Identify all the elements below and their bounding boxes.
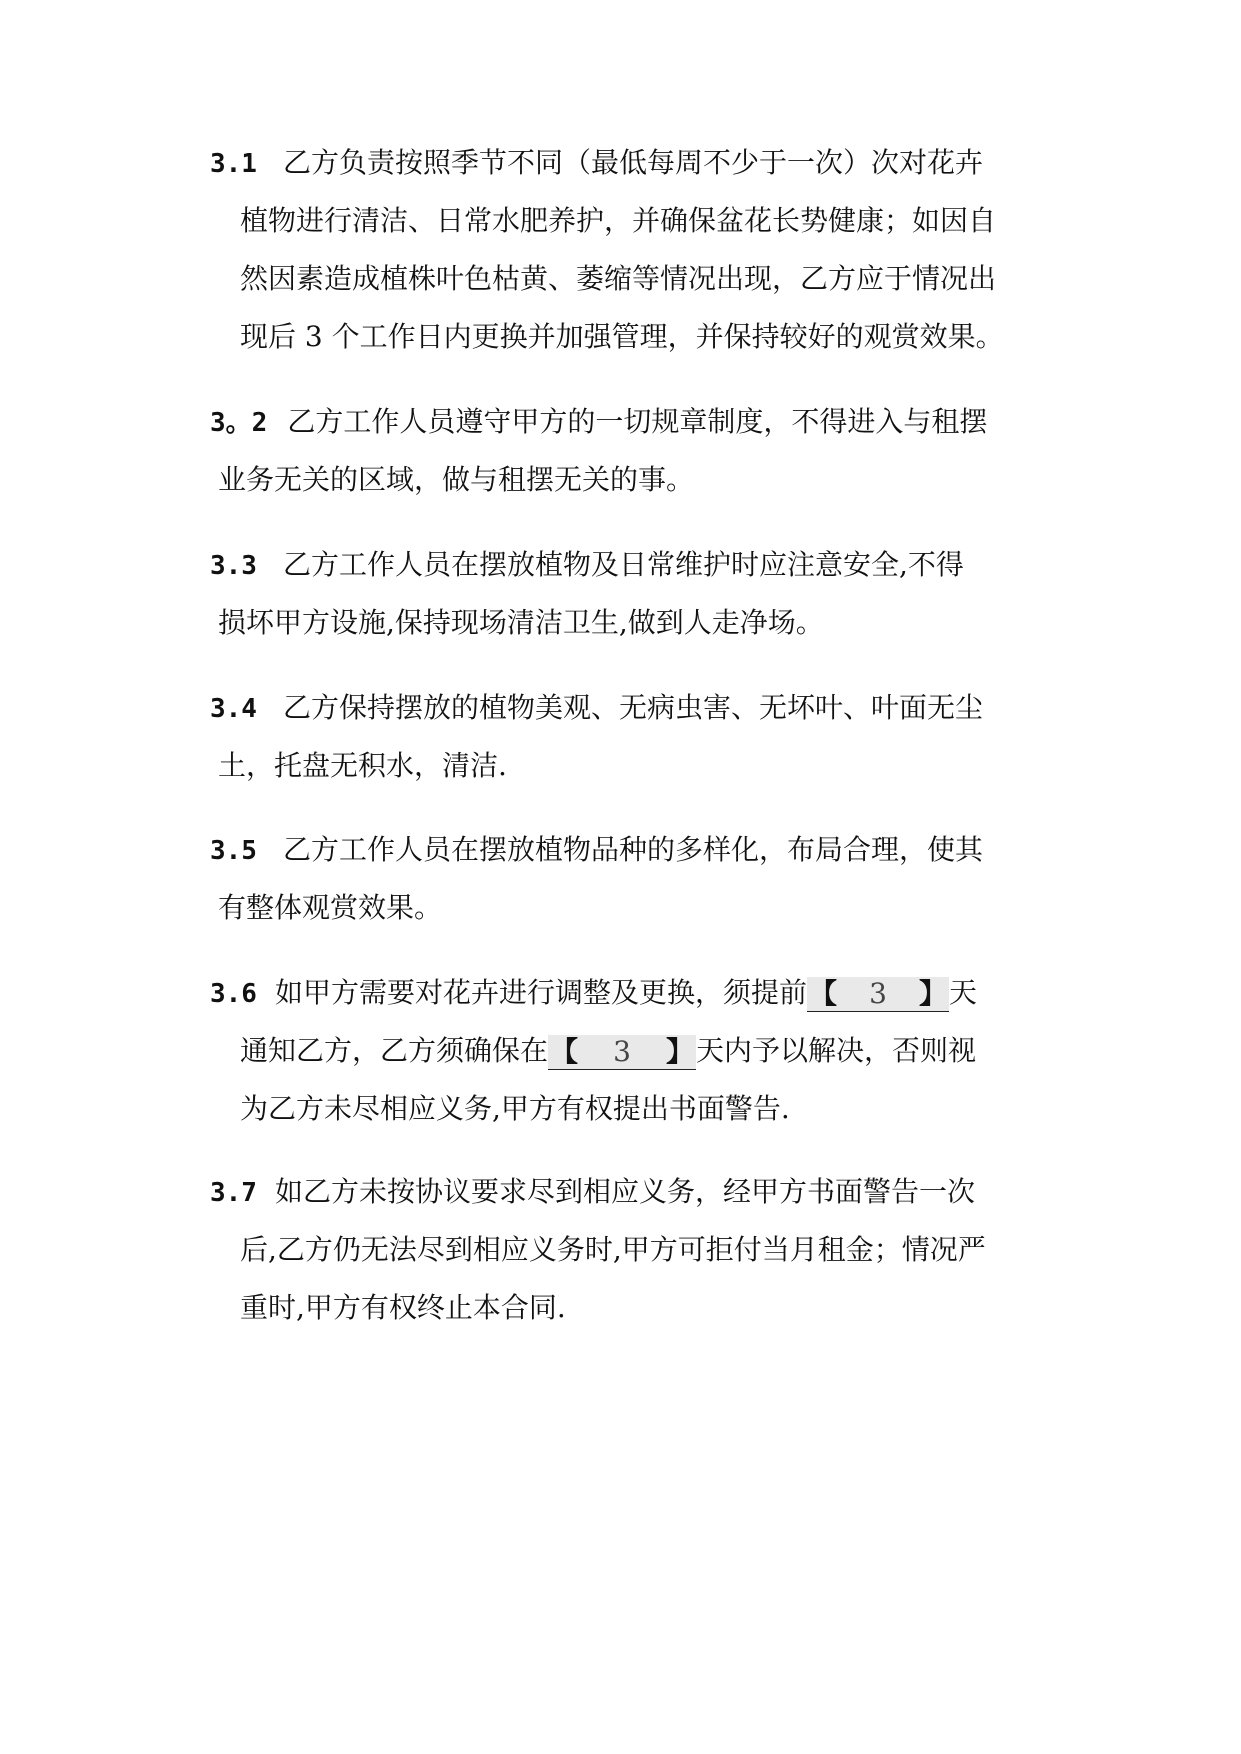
- clause-line: 有整体观赏效果。: [218, 891, 443, 924]
- clause-line: 业务无关的区域，做与租摆无关的事。: [218, 463, 695, 496]
- clause-line: 损坏甲方设施,保持现场清洁卫生,做到人走净场。: [218, 606, 824, 639]
- clause-line: 通知乙方，乙方须确保在【 3 】天内予以解决，否则视: [240, 1034, 977, 1068]
- clause-line: 重时,甲方有权终止本合同.: [240, 1291, 566, 1324]
- clause-line: 现后 3 个工作日内更换并加强管理，并保持较好的观赏效果。: [240, 320, 1004, 353]
- days-resolve-field[interactable]: 【 3 】: [550, 1035, 695, 1068]
- clause-line: 为乙方未尽相应义务,甲方有权提出书面警告.: [240, 1092, 790, 1125]
- clause-line: 3.3 乙方工作人员在摆放植物及日常维护时应注意安全,不得: [210, 545, 964, 585]
- clause-line: 3。2 乙方工作人员遵守甲方的一切规章制度，不得进入与租摆: [210, 402, 987, 442]
- clause-number: 3.1: [210, 149, 257, 179]
- clause-line: 然因素造成植株叶色枯黄、萎缩等情况出现，乙方应于情况出: [240, 262, 997, 295]
- clause-number: 3.3: [210, 551, 257, 581]
- clause-line: 3.7 如乙方未按协议要求尽到相应义务，经甲方书面警告一次: [210, 1172, 975, 1212]
- clause-line: 3.5 乙方工作人员在摆放植物品种的多样化，布局合理，使其: [210, 830, 983, 870]
- clause-number: 3.5: [210, 836, 257, 866]
- days-notice-value: 3: [869, 977, 887, 1010]
- clause-number: 3。2: [210, 408, 268, 438]
- days-notice-field[interactable]: 【 3 】: [808, 977, 948, 1010]
- clause-line: 植物进行清洁、日常水肥养护，并确保盆花长势健康；如因自: [240, 204, 997, 237]
- clause-line: 后,乙方仍无法尽到相应义务时,甲方可拒付当月租金；情况严: [240, 1233, 986, 1266]
- clause-number: 3.6: [210, 979, 257, 1009]
- clause-line: 3.1 乙方负责按照季节不同（最低每周不少于一次）次对花卉: [210, 143, 983, 183]
- days-resolve-value: 3: [613, 1035, 631, 1068]
- clause-number: 3.7: [210, 1178, 257, 1208]
- clause-line: 3.4 乙方保持摆放的植物美观、无病虫害、无坏叶、叶面无尘: [210, 688, 983, 728]
- clause-line: 3.6 如甲方需要对花卉进行调整及更换，须提前【 3 】天: [210, 973, 977, 1013]
- clause-number: 3.4: [210, 694, 257, 724]
- clause-line: 土，托盘无积水，清洁.: [218, 749, 507, 782]
